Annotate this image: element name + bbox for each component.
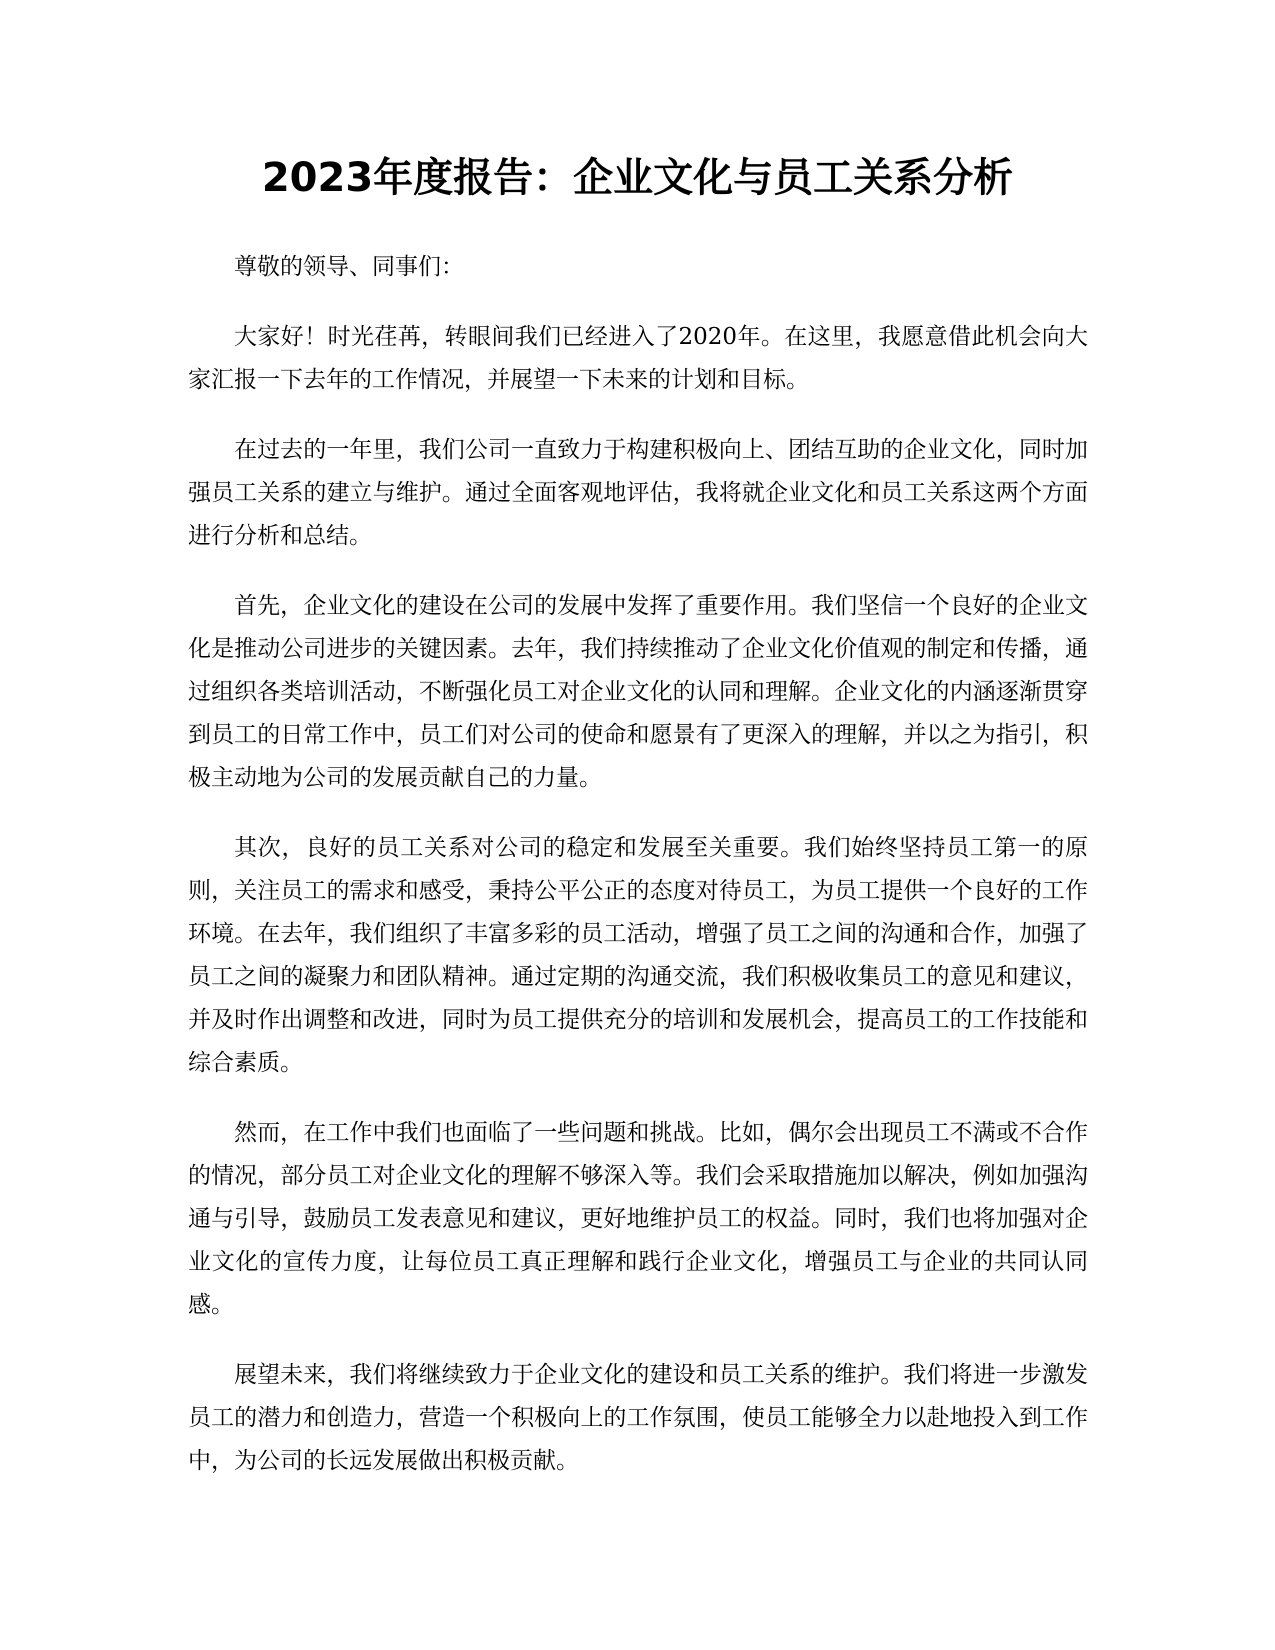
employee-relations-paragraph: 其次，良好的员工关系对公司的稳定和发展至关重要。我们始终坚持员工第一的原则，关注员工的需求和感受，秉持公平公正的态度对待员工，为员工提供一个良好的工作环境。在去年，我们组织了丰富多彩的员工活动，增强了员工之间的沟通和合作，加强了员工之间的凝聚力和团队精神。通过定期的沟通交流，我们积极收集员工的意见和建议，并及时作出调整和改进，同时为员工提供充分的培训和发展机会，提高员工的工作技能和综合素质。 bbox=[188, 835, 1088, 1076]
salutation-paragraph: 尊敬的领导、同事们： bbox=[234, 254, 464, 280]
greeting-paragraph: 大家好！时光荏苒，转眼间我们已经进入了2020年。在这里，我愿意借此机会向大家汇报一下去年的工作情况，并展望一下未来的计划和目标。 bbox=[188, 324, 1088, 393]
corporate-culture-paragraph: 首先，企业文化的建设在公司的发展中发挥了重要作用。我们坚信一个良好的企业文化是推动公司进步的关键因素。去年，我们持续推动了企业文化价值观的制定和传播，通过组织各类培训活动，不断强化员工对企业文化的认同和理解。企业文化的内涵逐渐贯穿到员工的日常工作中，员工们对公司的使命和愿景有了更深入的理解，并以之为指引，积极主动地为公司的发展贡献自己的力量。 bbox=[188, 593, 1088, 791]
overview-paragraph: 在过去的一年里，我们公司一直致力于构建积极向上、团结互助的企业文化，同时加强员工关系的建立与维护。通过全面客观地评估，我将就企业文化和员工关系这两个方面进行分析和总结。 bbox=[188, 437, 1088, 549]
document-body bbox=[188, 246, 1088, 1510]
document-title: 2023年度报告：企业文化与员工关系分析 bbox=[261, 155, 1014, 201]
outlook-paragraph: 展望未来，我们将继续致力于企业文化的建设和员工关系的维护。我们将进一步激发员工的潜力和创造力，营造一个积极向上的工作氛围，使员工能够全力以赴地投入到工作中，为公司的长远发展做出积极贡献。 bbox=[188, 1362, 1088, 1474]
challenges-paragraph: 然而，在工作中我们也面临了一些问题和挑战。比如，偶尔会出现员工不满或不合作的情况，部分员工对企业文化的理解不够深入等。我们会采取措施加以解决，例如加强沟通与引导，鼓励员工发表意见和建议，更好地维护员工的权益。同时，我们也将加强对企业文化的宣传力度，让每位员工真正理解和践行企业文化，增强员工与企业的共同认同感。 bbox=[188, 1120, 1088, 1318]
